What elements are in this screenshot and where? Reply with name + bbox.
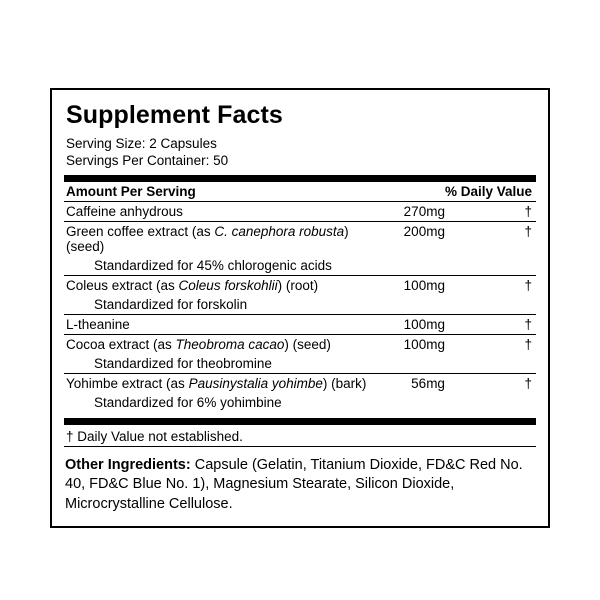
table-row: [64, 202, 536, 222]
nutrient-amount: 56mg: [373, 374, 445, 394]
nutrient-daily-value-empty: [445, 256, 536, 276]
column-header-daily-value: % Daily Value: [444, 184, 532, 200]
nutrient-name: L-theanine: [64, 315, 373, 335]
column-header-amount-spacer: [373, 182, 445, 202]
table-subrow: [64, 256, 536, 276]
nutrient-name-botanical: Theobroma cacao: [175, 337, 285, 353]
table-row: [64, 335, 536, 355]
nutrient-standardization: Standardized for 45% chlorogenic acids: [94, 258, 332, 274]
nutrient-name-lead: Cocoa extract (as: [66, 337, 176, 353]
other-ingredients: [65, 456, 536, 514]
nutrient-daily-value: †: [445, 276, 536, 296]
nutrient-name: [64, 335, 373, 355]
table-row: [64, 315, 536, 335]
nutrient-name-lead: Yohimbe extract (as: [66, 376, 189, 392]
divider-heavy-top: [64, 175, 536, 182]
nutrient-amount-empty: [373, 393, 445, 412]
table-row: [64, 374, 536, 394]
nutrient-name-tail: ) (seed): [66, 224, 349, 255]
servings-per-container-text: Servings Per Container: 50: [66, 152, 229, 168]
nutrient-amount: 270mg: [373, 202, 445, 222]
divider-thin: [64, 446, 536, 447]
nutrient-daily-value: †: [445, 202, 536, 222]
nutrients-table: [64, 182, 536, 412]
supplement-facts-panel: [50, 88, 550, 528]
nutrient-name-tail: ) (bark): [322, 376, 367, 392]
table-subrow: [64, 354, 536, 374]
nutrient-amount-empty: [373, 295, 445, 315]
nutrient-standardization: Standardized for 6% yohimbine: [94, 395, 282, 411]
column-header-amount-per-serving: Amount Per Serving: [66, 184, 196, 200]
nutrient-name-botanical: C. canephora robusta: [214, 224, 345, 240]
nutrient-daily-value-empty: [445, 393, 536, 412]
nutrient-amount: 100mg: [373, 335, 445, 355]
divider-heavy-bottom: [64, 418, 536, 425]
table-row: [64, 222, 536, 257]
nutrient-name: Caffeine anhydrous: [64, 202, 373, 222]
nutrient-name: [64, 276, 373, 296]
other-ingredients-text: Capsule (Gelatin, Titanium Dioxide, FD&C Red No. 40, FD&C Blue No. 1), Magnesium Stearate, Silicon Dioxide, Microcrystalline Cellulose.: [65, 457, 523, 512]
nutrient-amount-empty: [373, 256, 445, 276]
nutrient-amount: 100mg: [373, 276, 445, 296]
nutrient-name-lead: Green coffee extract (as: [66, 224, 215, 240]
daily-value-footnote: † Daily Value not established.: [66, 429, 243, 445]
nutrient-amount: 200mg: [373, 222, 445, 257]
nutrient-daily-value-empty: [445, 295, 536, 315]
nutrient-name-tail: ) (root): [277, 278, 319, 294]
table-row: [64, 276, 536, 296]
nutrient-daily-value: †: [445, 374, 536, 394]
nutrient-name-botanical: Coleus forskohlii: [178, 278, 278, 294]
serving-size-text: Serving Size: 2 Capsules: [66, 135, 217, 151]
nutrient-amount: 100mg: [373, 315, 445, 335]
other-ingredients-label: Other Ingredients:: [65, 457, 191, 474]
nutrient-standardization: Standardized for forskolin: [94, 297, 248, 313]
table-header-row: [64, 182, 536, 202]
nutrient-name-tail: ) (seed): [284, 337, 331, 353]
nutrient-name: [64, 374, 373, 394]
table-subrow: [64, 393, 536, 412]
nutrient-amount-empty: [373, 354, 445, 374]
page-title: Supplement Facts: [66, 101, 283, 129]
nutrient-daily-value-empty: [445, 354, 536, 374]
nutrient-daily-value: †: [445, 335, 536, 355]
table-subrow: [64, 295, 536, 315]
nutrient-daily-value: †: [445, 315, 536, 335]
nutrient-name: [64, 222, 373, 257]
nutrient-name-lead: Coleus extract (as: [66, 278, 179, 294]
nutrient-daily-value: †: [445, 222, 536, 257]
nutrient-name-botanical: Pausinystalia yohimbe: [188, 376, 323, 392]
nutrient-standardization: Standardized for theobromine: [94, 356, 272, 372]
